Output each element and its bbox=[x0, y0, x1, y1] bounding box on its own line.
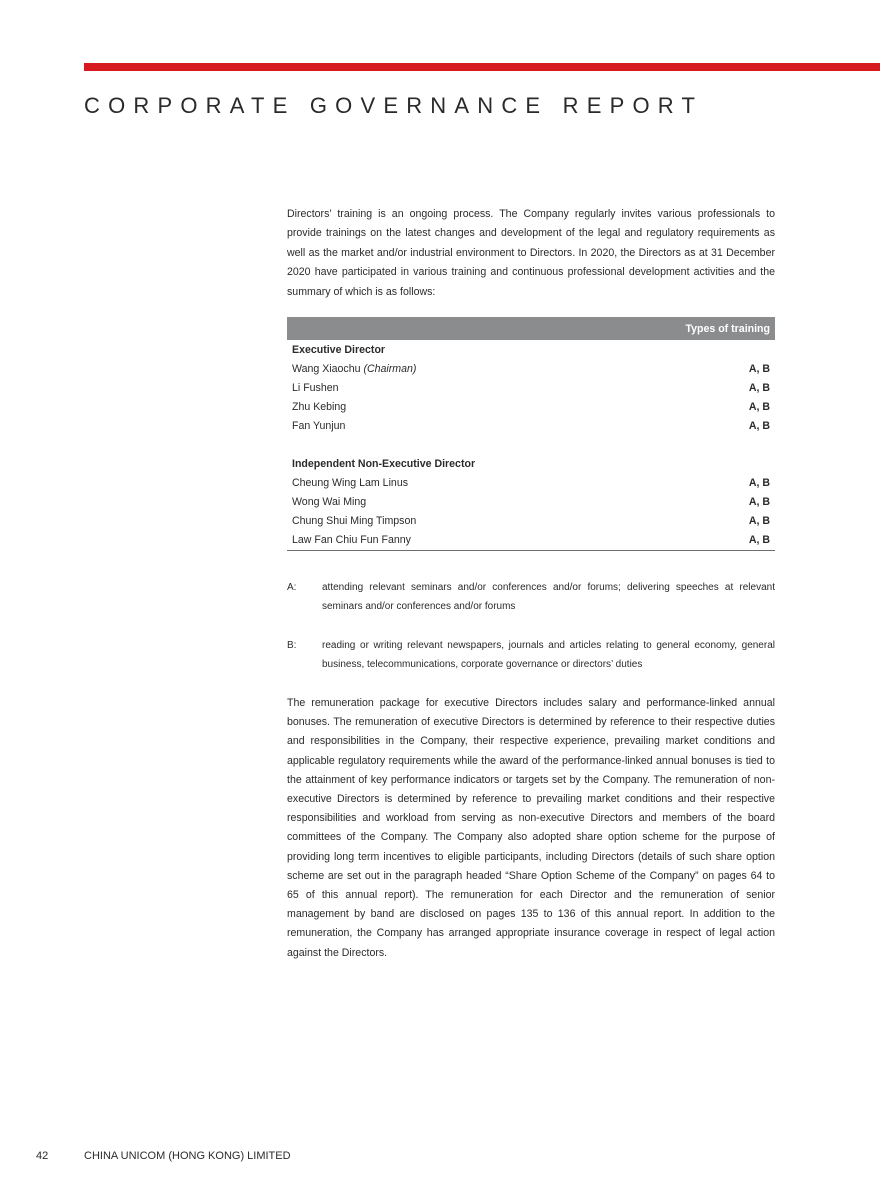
training-type: A, B bbox=[748, 515, 770, 528]
table-spacer-row bbox=[287, 435, 775, 454]
page-title: CORPORATE GOVERNANCE REPORT bbox=[84, 92, 704, 118]
group-row-independent bbox=[287, 455, 775, 474]
director-name: Wang Xiaochu (Chairman) bbox=[292, 362, 417, 375]
training-type: A, B bbox=[748, 419, 770, 432]
director-name: Law Fan Chiu Fun Fanny bbox=[287, 531, 574, 551]
training-type: A, B bbox=[748, 362, 770, 375]
table-header-blank bbox=[287, 317, 574, 340]
director-role: (Chairman) bbox=[363, 362, 417, 375]
table-row bbox=[287, 531, 775, 551]
table-header-types-of-training: Types of training bbox=[574, 317, 776, 340]
page-number: 42 bbox=[36, 1150, 49, 1162]
table-row bbox=[287, 378, 775, 397]
director-name: Zhu Kebing bbox=[292, 400, 347, 413]
group-row-executive bbox=[287, 340, 775, 359]
note-text: reading or writing relevant newspapers, journals and articles relating to general economy, general business, telecommunications, corporate governance or directors’ duties bbox=[322, 640, 775, 670]
director-name: Cheung Wing Lam Linus bbox=[292, 477, 409, 490]
table-row bbox=[287, 359, 775, 378]
training-type: A, B bbox=[748, 400, 770, 413]
director-name: Wong Wai Ming bbox=[292, 496, 367, 509]
table-row bbox=[287, 474, 775, 493]
training-table bbox=[287, 317, 775, 551]
director-name: Chung Shui Ming Timpson bbox=[292, 515, 417, 528]
table-row bbox=[287, 397, 775, 416]
footer-company-name: CHINA UNICOM (HONG KONG) LIMITED bbox=[84, 1150, 291, 1162]
note-a bbox=[287, 578, 775, 616]
training-type: A, B bbox=[574, 531, 776, 551]
training-type: A, B bbox=[748, 496, 770, 509]
remuneration-paragraph: The remuneration package for executive Directors includes salary and performance-linked annual bonuses. The remuneration of executive Directors is determined by reference to their respective duties and responsibilities in the Company, their respective experience, prevailing market conditions and applicable regulatory requirements while the award of the performance-linked annual bonuses is tied to the attainment of key performance indicators or targets set by the Company. The remuneration of non-executive Directors is determined by reference to prevailing market conditions and their respective responsibilities and workload from serving as non-executive Directors and members of the board committees of the Company. The Company also adopted share option scheme for the purpose of providing long term incentives to eligible participants, including Directors (details of such share option scheme are set out in the paragraph headed “Share Option Scheme of the Company” on pages 64 to 65 of this annual report). The remuneration for each Director and the remuneration of senior management by band are disclosed on pages 135 to 136 of this annual report. In addition to the remuneration, the Company has arranged appropriate insurance coverage in respect of legal action against the Directors. bbox=[287, 697, 775, 959]
table-row bbox=[287, 493, 775, 512]
note-b bbox=[287, 636, 775, 674]
director-name: Fan Yunjun bbox=[292, 419, 346, 432]
table-row bbox=[287, 416, 775, 435]
note-text: attending relevant seminars and/or conferences and/or forums; delivering speeches at relevant seminars and/or conferences and/or forums bbox=[322, 582, 775, 612]
note-key: B: bbox=[287, 640, 297, 651]
group-title: Independent Non-Executive Director bbox=[292, 458, 476, 471]
training-type: A, B bbox=[748, 381, 770, 394]
group-title: Executive Director bbox=[292, 343, 386, 356]
director-name: Li Fushen bbox=[292, 381, 339, 394]
table-header-row bbox=[287, 317, 775, 340]
table-row bbox=[287, 512, 775, 531]
training-type: A, B bbox=[748, 477, 770, 490]
header-red-bar bbox=[84, 63, 880, 71]
note-key: A: bbox=[287, 582, 297, 593]
intro-paragraph: Directors’ training is an ongoing process. The Company regularly invites various professionals to provide trainings on the latest changes and development of the legal and regulatory requirements as well as the market and/or industrial environment to Directors. In 2020, the Directors as at 31 December 2020 have participated in various training and continuous professional development activities and the summary of which is as follows: bbox=[287, 208, 775, 298]
